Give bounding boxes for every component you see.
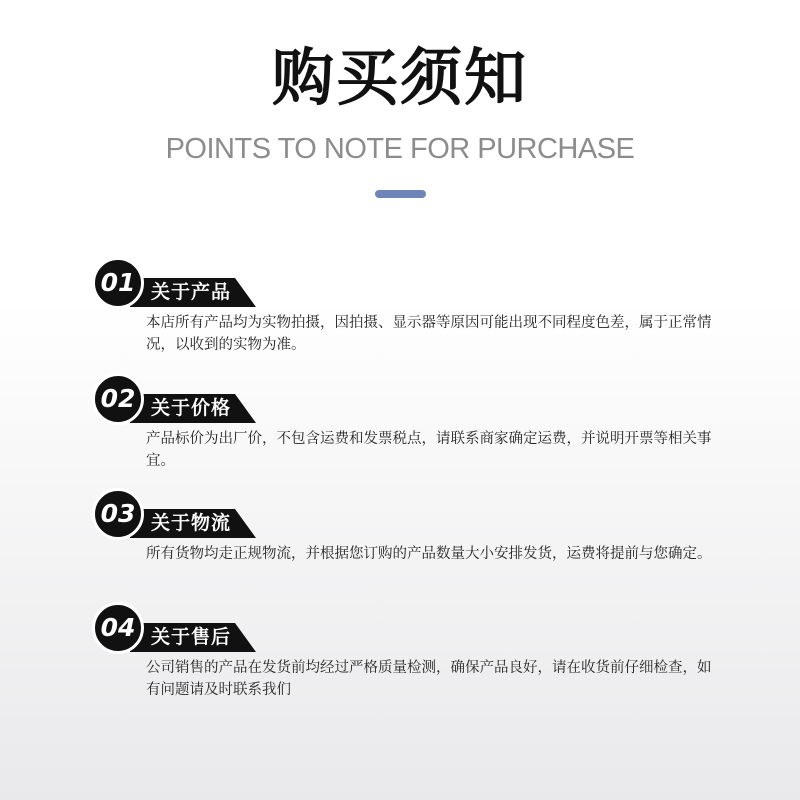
section-product [0, 260, 800, 370]
section-body: 所有货物均走正规物流，并根据您订购的产品数量大小安排发货，运费将提前与您确定。 [146, 546, 712, 562]
section-number: 02 [100, 384, 136, 413]
section-heading: 关于物流 [151, 512, 232, 534]
page-subtitle: POINTS TO NOTE FOR PURCHASE [165, 133, 635, 165]
section-number: 04 [100, 613, 136, 642]
section-number: 03 [100, 499, 136, 528]
section-body: 产品标价为出厂价，不包含运费和发票税点，请联系商家确定运费，并说明开票等相关事宜。 [146, 431, 712, 469]
section-price [0, 376, 800, 486]
section-heading: 关于产品 [151, 281, 232, 303]
section-logistics [0, 491, 800, 601]
page-title: 购买须知 [271, 41, 528, 114]
section-heading: 关于售后 [151, 626, 232, 648]
section-number: 01 [100, 268, 136, 297]
title-divider [375, 190, 426, 198]
section-body: 本店所有产品均为实物拍摄，因拍摄、显示器等原因可能出现不同程度色差，属于正常情况，以收到的实物为准。 [146, 315, 712, 353]
section-body: 公司销售的产品在发货前均经过严格质量检测，确保产品良好，请在收货前仔细检查，如有问题请及时联系我们 [146, 660, 712, 698]
section-after-sales [0, 605, 800, 715]
section-heading: 关于价格 [151, 397, 232, 419]
